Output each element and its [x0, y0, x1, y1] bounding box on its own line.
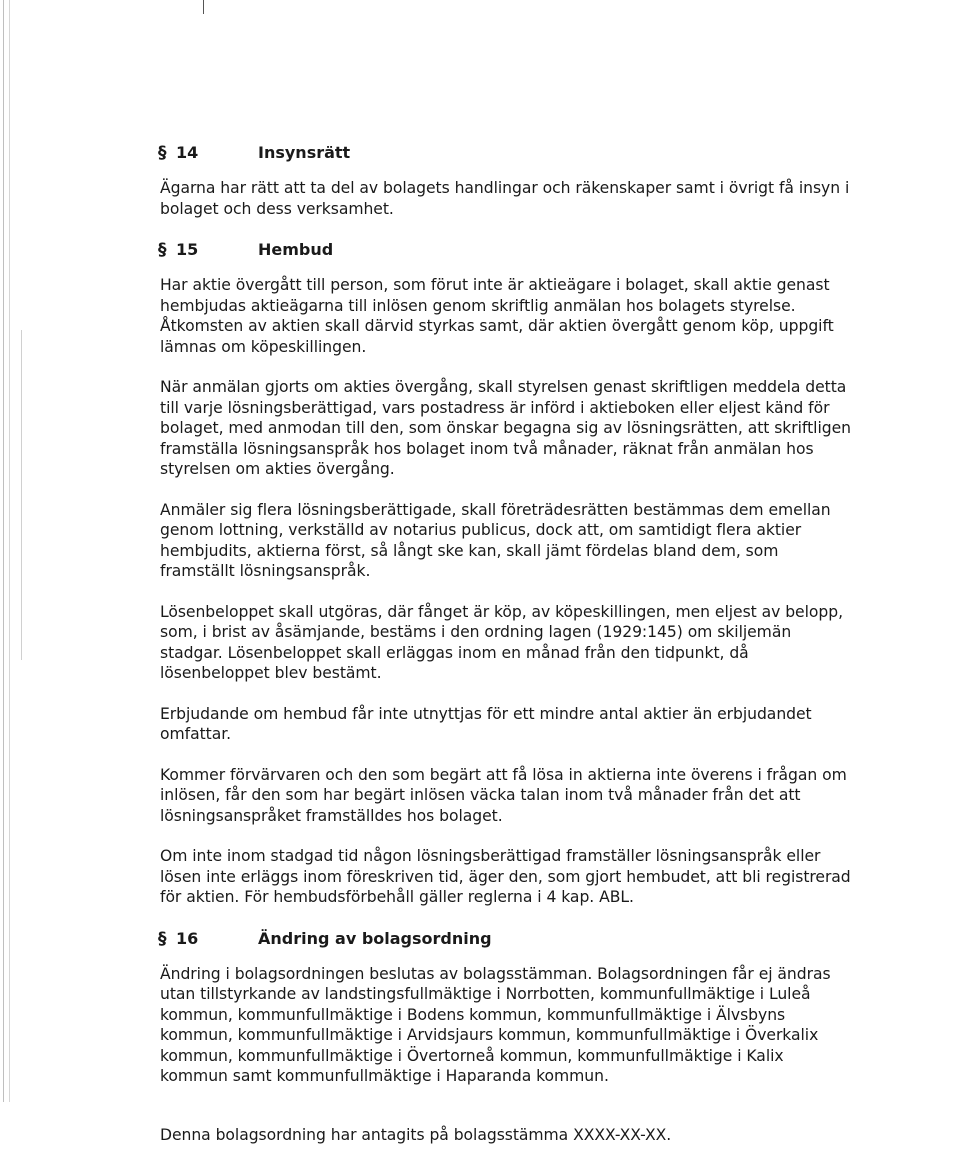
paragraph: [160, 500, 850, 582]
section-heading: [158, 142, 850, 164]
section-number: 15: [176, 240, 199, 259]
section-number: 14: [176, 143, 199, 162]
text-line: för aktien. För hembudsförbehåll gäller reglerna i 4 kap. ABL.: [160, 888, 634, 906]
text-line: framställa lösningsanspråk hos bolaget inom två månader, räknat från anmälan hos: [160, 439, 814, 458]
section-15: [160, 239, 850, 908]
section-14: [160, 142, 850, 219]
section-heading: [158, 239, 850, 261]
text-line: kommun samt kommunfullmäktige i Haparanda kommun.: [160, 1067, 609, 1085]
text-line: Erbjudande om hembud får inte utnyttjas för ett mindre antal aktier än erbjudandet: [160, 704, 812, 723]
text-line: bolaget, med anmodan till den, som önskar begagna sig av lösningsrätten, att skriftligen: [160, 419, 851, 437]
text-line: Åtkomsten av aktien skall därvid styrkas samt, där aktien övergått genom köp, uppgift: [160, 317, 834, 335]
text-line: framställt lösningsanspråk.: [160, 562, 371, 580]
paragraph: [160, 275, 850, 357]
text-line: Anmäler sig flera lösningsberättigade, skall företrädesrätten bestämmas dem emellan: [160, 500, 831, 519]
text-line: kommun, kommunfullmäktige i Arvidsjaurs kommun, kommunfullmäktige i Överkalix: [160, 1026, 819, 1044]
text-line: Har aktie övergått till person, som förut inte är aktieägare i bolaget, skall aktie genast: [160, 276, 830, 294]
text-line: inlösen, får den som har begärt inlösen väcka talan inom två månader från det att: [160, 786, 801, 804]
section-16: [160, 928, 850, 1087]
text-line: kommun, kommunfullmäktige i Övertorneå kommun, kommunfullmäktige i Kalix: [160, 1046, 784, 1065]
text-line: lösen inte erläggs inom föreskriven tid, äger den, som gjort hembudet, att bli registrerad: [160, 867, 851, 886]
text-line: Denna bolagsordning har antagits på bolagsstämma XXXX-XX-XX.: [160, 1125, 672, 1144]
text-line: lösningsanspråket framställdes hos bolaget.: [160, 806, 503, 825]
section-title: Ändring av bolagsordning: [258, 928, 492, 948]
section-title: Insynsrätt: [258, 143, 351, 162]
paragraph: [160, 704, 850, 745]
paragraph: [160, 602, 850, 684]
section-heading: [158, 928, 850, 950]
scan-edge-line: [21, 330, 22, 660]
text-line: styrelsen om akties övergång.: [160, 460, 395, 478]
text-line: bolaget och dess verksamhet.: [160, 199, 394, 218]
section-symbol: §: [158, 240, 167, 260]
text-line: lämnas om köpeskillingen.: [160, 337, 367, 356]
scan-tick-mark: [203, 0, 204, 14]
text-line: lösenbeloppet blev bestämt.: [160, 664, 382, 682]
text-line: Ändring i bolagsordningen beslutas av bolagsstämman. Bolagsordningen får ej ändras: [160, 964, 831, 983]
text-line: utan tillstyrkande av landstingsfullmäktige i Norrbotten, kommunfullmäktige i Luleå: [160, 985, 811, 1003]
text-line: stadgar. Lösenbeloppet skall erläggas inom en månad från den tidpunkt, då: [160, 643, 749, 662]
paragraph: [160, 964, 850, 1087]
text-line: som, i brist av åsämjande, bestäms i den ordning lagen (1929:145) om skiljemän: [160, 623, 792, 641]
section-number: 16: [176, 928, 199, 948]
section-symbol: §: [158, 143, 167, 163]
paragraph: [160, 178, 850, 219]
text-line: genom lottning, verkställd av notarius publicus, dock att, om samtidigt flera aktier: [160, 521, 802, 539]
paragraph: [160, 377, 850, 480]
paragraph: [160, 846, 850, 908]
text-line: hembjudits, aktierna först, så långt ske kan, skall jämt fördelas bland dem, som: [160, 541, 779, 560]
text-line: omfattar.: [160, 725, 232, 743]
text-line: kommun, kommunfullmäktige i Bodens kommun, kommunfullmäktige i Älvsbyns: [160, 1005, 786, 1024]
scan-edge-line: [9, 0, 10, 1102]
text-line: Om inte inom stadgad tid någon lösningsberättigad framställer lösningsanspråk eller: [160, 847, 821, 865]
text-line: När anmälan gjorts om akties övergång, skall styrelsen genast skriftligen meddela detta: [160, 378, 847, 396]
adoption-statement: [160, 1125, 850, 1146]
section-title: Hembud: [258, 240, 334, 259]
text-line: Ägarna har rätt att ta del av bolagets handlingar och räkenskaper samt i övrigt få insyn i: [160, 179, 850, 197]
document-body: [160, 142, 850, 1165]
scan-edge-line: [3, 0, 4, 1102]
text-line: Lösenbeloppet skall utgöras, där fånget är köp, av köpeskillingen, men eljest av belopp,: [160, 602, 843, 621]
text-line: hembjudas aktieägarna till inlösen genom skriftlig anmälan hos bolagets styrelse.: [160, 296, 796, 315]
section-symbol: §: [158, 928, 167, 949]
text-line: till varje lösningsberättigad, vars postadress är införd i aktieboken eller eljest känd för: [160, 398, 830, 417]
text-line: Kommer förvärvaren och den som begärt att få lösa in aktierna inte överens i frågan om: [160, 765, 847, 784]
paragraph: [160, 765, 850, 827]
